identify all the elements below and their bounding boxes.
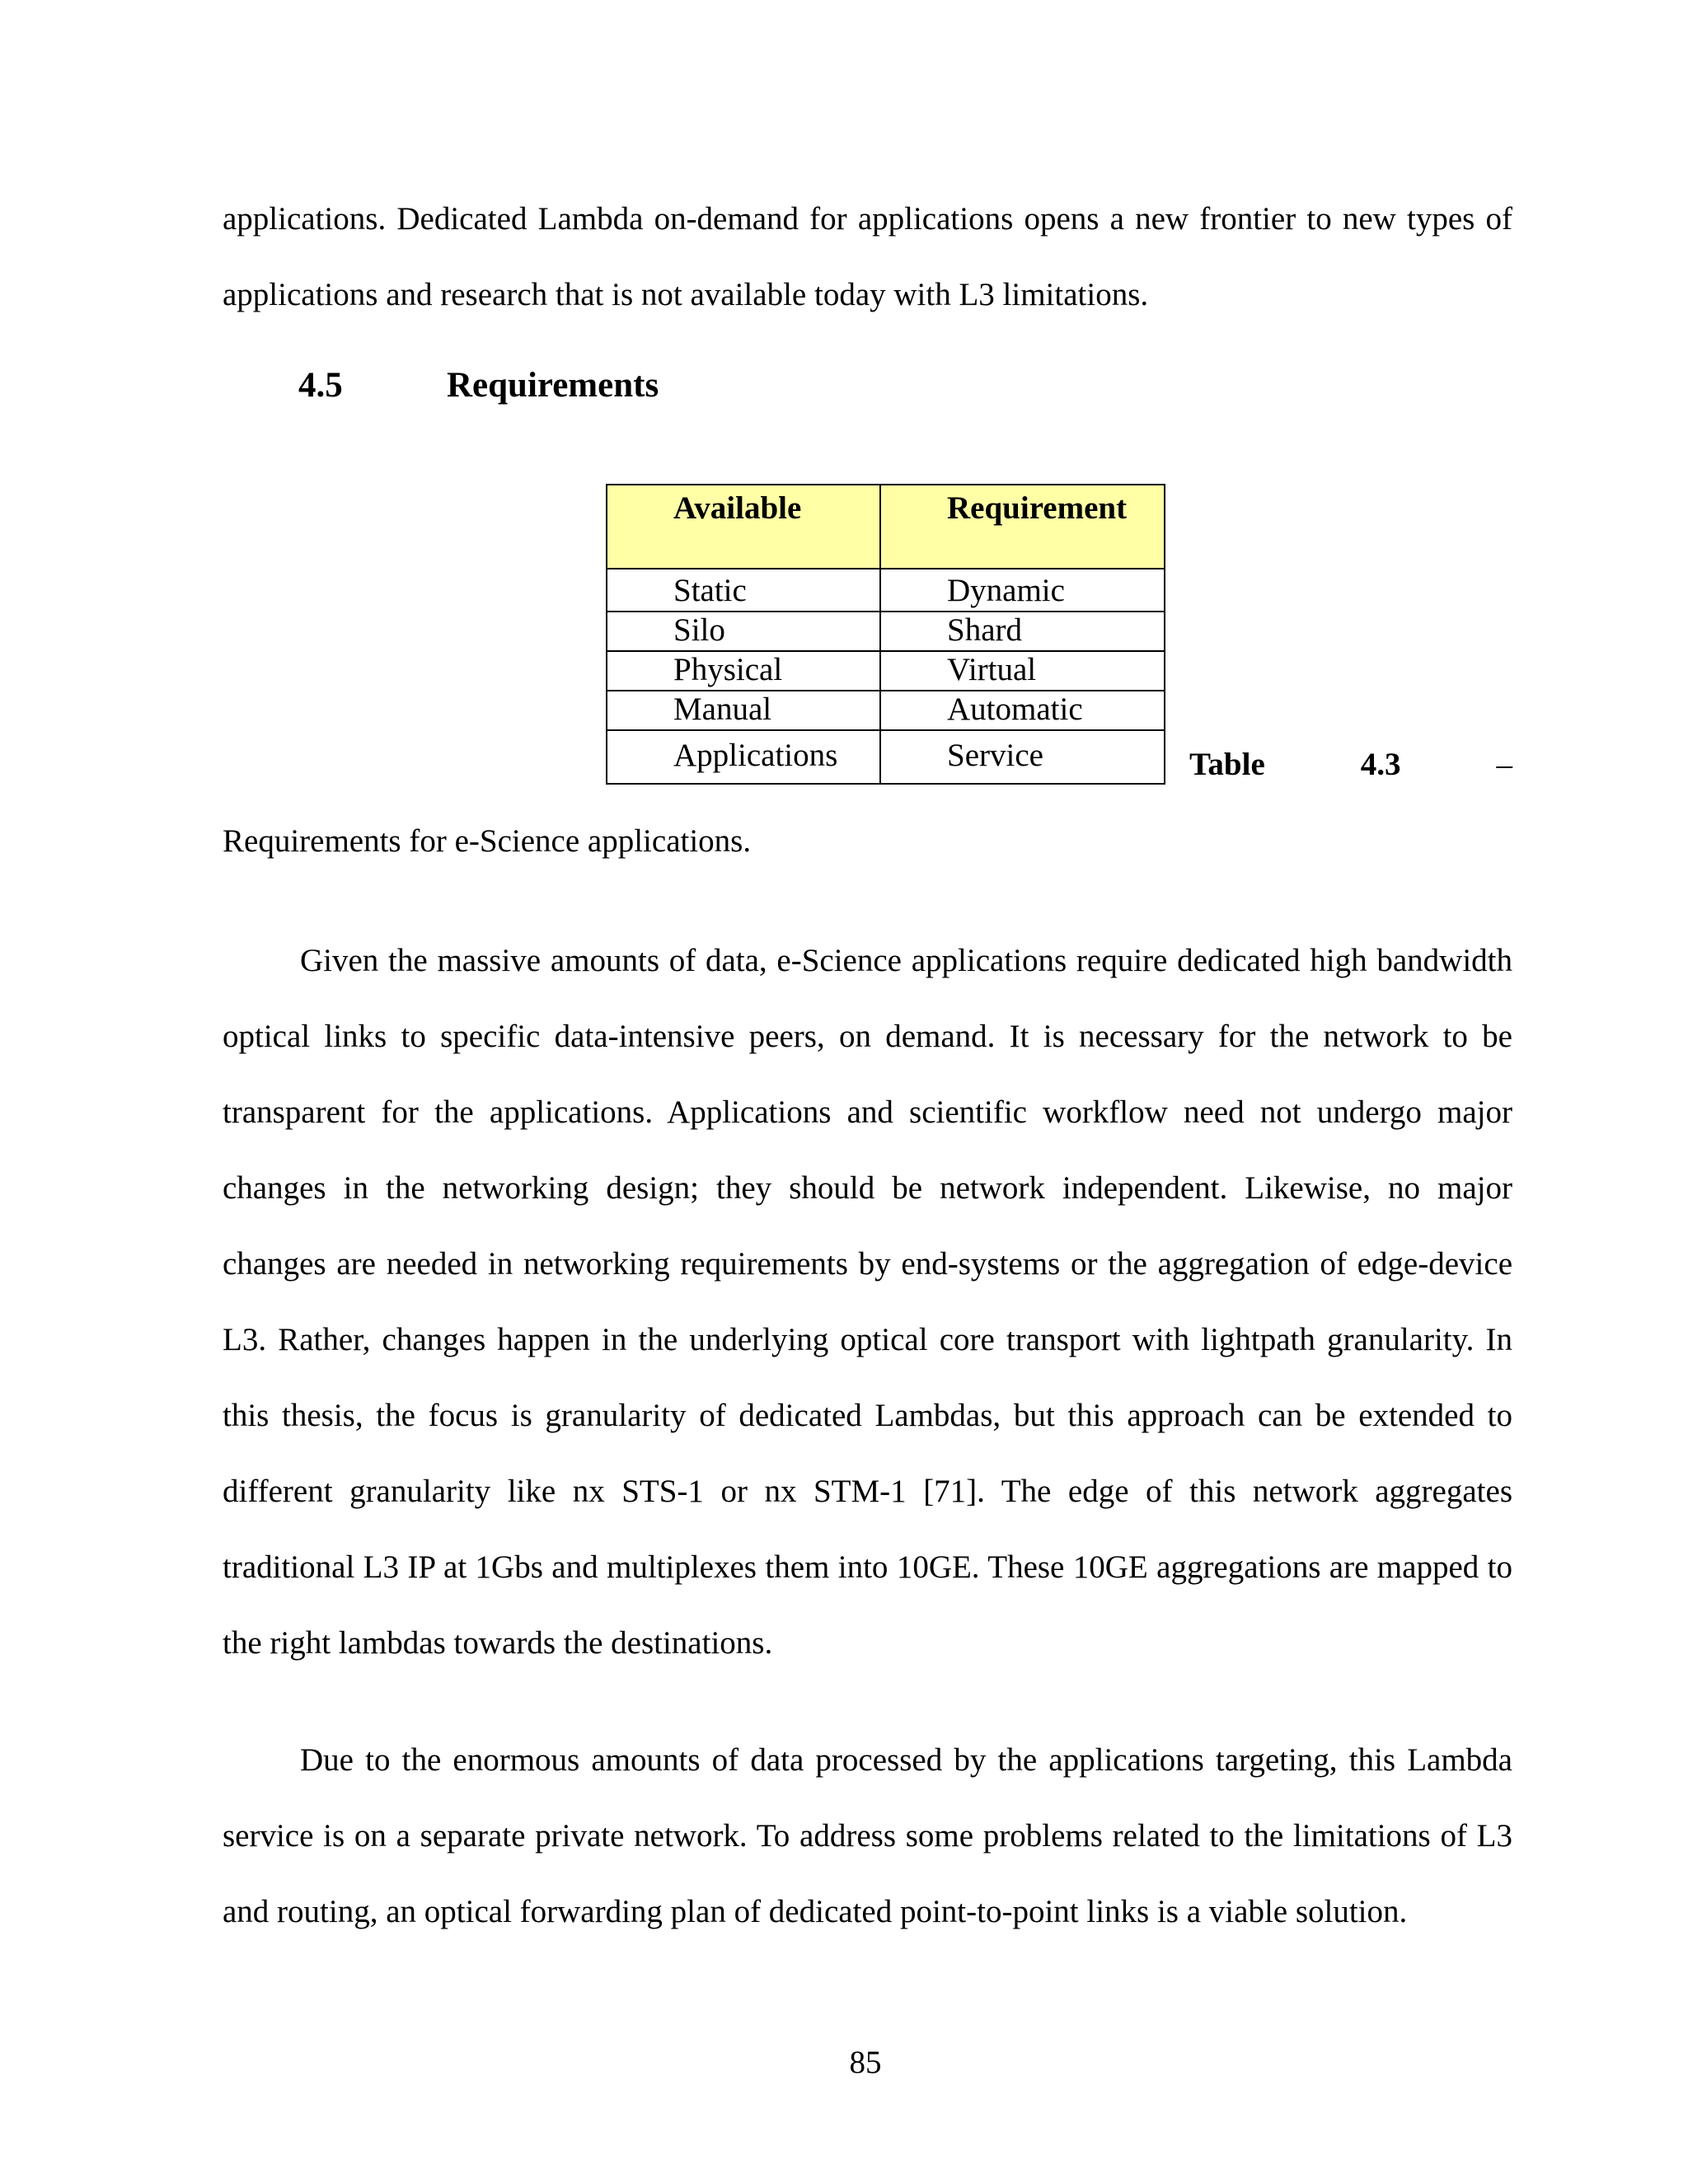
section-heading bbox=[298, 365, 659, 405]
cell-requirement: Dynamic bbox=[880, 569, 1165, 612]
cell-available: Applications bbox=[607, 730, 880, 784]
cell-available: Silo bbox=[607, 612, 880, 651]
table-row bbox=[607, 612, 1165, 651]
table-row bbox=[607, 651, 1165, 691]
caption-dash: – bbox=[1496, 747, 1512, 782]
caption-label: Table bbox=[1189, 747, 1265, 782]
cell-requirement: Automatic bbox=[880, 691, 1165, 730]
section-number: 4.5 bbox=[298, 366, 343, 405]
cell-available: Physical bbox=[607, 651, 880, 691]
cell-available: Manual bbox=[607, 691, 880, 730]
body-paragraph: Given the massive amounts of data, e-Science applications require dedicated high bandwidth optical links to specific data-intensive peers, on demand. It is necessary for the network to be transparent for the applications. Applications and scientific workflow need not undergo major changes in the networking design; they should be network independent. Likewise, no major changes are needed in networking requirements by end-systems or the aggregation of edge-device L3. Rather, changes happen in the underlying optical core transport with lightpath granularity. In this thesis, the focus is granularity of dedicated Lambdas, but this approach can be extended to different granularity like nx STS-1 or nx STM-1 [71]. The edge of this network aggregates traditional L3 IP at 1Gbs and multiplexes them into 10GE. These 10GE aggregations are mapped to the right lambdas towards the destinations. bbox=[223, 943, 1512, 1661]
cell-requirement: Virtual bbox=[880, 651, 1165, 691]
table-header-row bbox=[607, 485, 1165, 569]
body-paragraph: Due to the enormous amounts of data processed by the applications targeting, this Lambda service is on a separate private network. To address some problems related to the limitations of L3 and routing, an optical forwarding plan of dedicated point-to-point links is a viable solution. bbox=[223, 1742, 1512, 1929]
cell-available: Static bbox=[607, 569, 880, 612]
header-requirement: Requirement bbox=[880, 485, 1165, 569]
table-row bbox=[607, 730, 1165, 784]
section-title: Requirements bbox=[447, 366, 659, 405]
intro-paragraph: applications. Dedicated Lambda on-demand for applications opens a new frontier to new types of applications and research that is not available today with L3 limitations. bbox=[223, 201, 1512, 312]
caption-number: 4.3 bbox=[1360, 747, 1401, 782]
cell-requirement: Shard bbox=[880, 612, 1165, 651]
cell-requirement: Service bbox=[880, 730, 1165, 784]
table-caption-text: Requirements for e-Science applications. bbox=[223, 823, 752, 859]
requirements-table bbox=[606, 484, 1165, 785]
table-row bbox=[607, 691, 1165, 730]
page-number: 85 bbox=[849, 2045, 882, 2080]
table-caption-label bbox=[1189, 746, 1512, 783]
header-available: Available bbox=[607, 485, 880, 569]
table-row bbox=[607, 569, 1165, 612]
